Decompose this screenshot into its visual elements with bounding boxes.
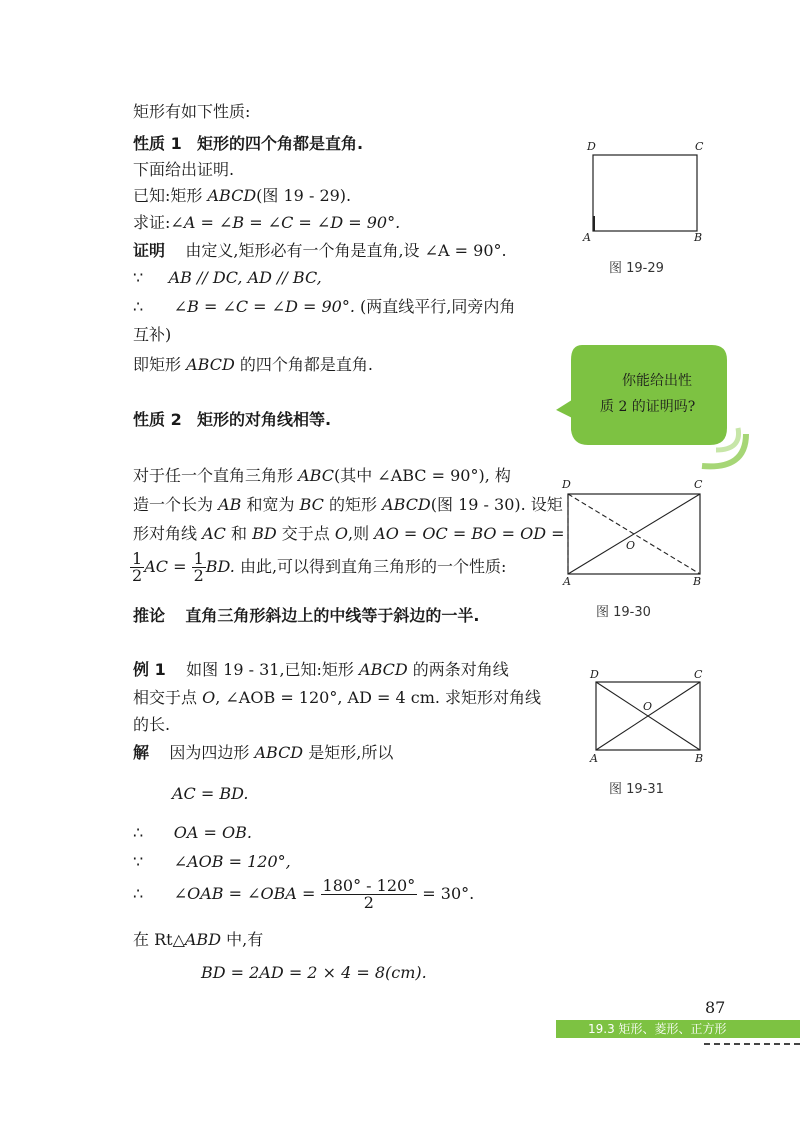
property-1 <box>133 134 363 154</box>
label-d: D <box>590 668 599 681</box>
figure-19-31 <box>584 666 714 770</box>
example-label: 例 1 <box>133 660 166 679</box>
conclusion-suffix: 的四个角都是直角. <box>234 355 373 374</box>
para-bc: BC <box>299 495 324 514</box>
caption-19-31: 图 19-31 <box>609 782 664 797</box>
para-text: 和宽为 <box>241 495 300 514</box>
frac-den: 2 <box>132 566 143 585</box>
given-prefix: 已知:矩形 <box>133 186 208 205</box>
fraction-half-2 <box>192 551 206 584</box>
label-a: A <box>590 752 598 765</box>
example-text: 如图 19 - 31,已知:矩形 <box>186 660 360 679</box>
therefore-symbol: ∴ <box>133 884 144 903</box>
solution-text: 因为四边形 <box>169 743 255 762</box>
frac-den: 2 <box>363 893 374 912</box>
therefore-line-1 <box>133 297 515 317</box>
para-text: 交于点 <box>276 524 335 543</box>
para-text: 对于任一个直角三角形 <box>133 466 299 485</box>
frac-num: 1 <box>193 549 204 568</box>
bubble-line-1: 你能给出性 <box>622 373 692 389</box>
para-ab: AB <box>218 495 242 514</box>
solution-text: 在 Rt△ <box>133 930 185 949</box>
para-bd: BD <box>252 524 277 543</box>
proof-label: 证明 <box>133 241 166 260</box>
para-ac: AC <box>202 524 226 543</box>
frac-num: 1 <box>132 549 143 568</box>
corollary-label: 推论 <box>133 606 166 625</box>
para-text: 由此,可以得到直角三角形的一个性质: <box>234 557 507 576</box>
therefore-symbol: ∴ <box>133 297 144 316</box>
solution-text: 是矩形,所以 <box>303 743 394 762</box>
solution-line-1 <box>133 743 393 763</box>
equation-bd-result: BD = 2AD = 2 × 4 = 8(cm). <box>201 963 427 982</box>
frac-num: 180° - 120° <box>322 876 416 895</box>
equation-text: = 30°. <box>422 884 475 903</box>
property-1-label: 性质 1 <box>133 134 182 153</box>
example-text: 相交于点 <box>133 688 203 707</box>
corollary-text: 直角三角形斜边上的中线等于斜边的一半. <box>185 606 480 625</box>
label-o: O <box>643 700 653 713</box>
equation-text: ∠AOB = 120°, <box>173 852 291 871</box>
label-c: C <box>694 478 703 491</box>
caption-19-30: 图 19-30 <box>596 605 651 620</box>
para-bd: BD. <box>205 557 235 576</box>
figure-19-29 <box>580 140 710 250</box>
equation-oa-ob <box>133 823 252 843</box>
chapter-footer-band: 19.3 矩形、菱形、正方形 <box>556 1020 800 1038</box>
para-ac: AC <box>144 557 168 576</box>
solution-abd: ABD <box>184 930 222 949</box>
fraction-half-1 <box>130 551 144 584</box>
prove-prefix: 求证: <box>133 213 171 232</box>
given-line <box>133 186 351 206</box>
proof-intro: 下面给出证明. <box>133 160 235 179</box>
para-text: (图 19 - 30). 设矩 <box>430 495 563 514</box>
para-text: (其中 ∠ABC = 90°), 构 <box>333 466 511 485</box>
rectangle-abcd <box>593 155 697 231</box>
reason-continuation: 互补) <box>133 325 172 344</box>
conclusion-abcd: ABCD <box>186 355 235 374</box>
para-abcd: ABCD <box>382 495 431 514</box>
bubble-line-2: 质 2 的证明吗? <box>600 399 696 415</box>
conclusion-prefix: 即矩形 <box>133 355 187 374</box>
example-abcd: ABCD <box>359 660 408 679</box>
property-2 <box>133 410 331 430</box>
solution-label: 解 <box>133 743 150 762</box>
paragraph-line-1 <box>133 466 511 486</box>
page-number: 87 <box>705 998 726 1017</box>
paragraph-line-2 <box>133 495 563 515</box>
intro-line: 矩形有如下性质: <box>133 102 251 121</box>
solution-text: 中,有 <box>221 930 264 949</box>
para-abc: ABC <box>298 466 334 485</box>
because-symbol: ∵ <box>133 852 144 871</box>
corollary <box>133 606 479 626</box>
para-text: 造一个长为 <box>133 495 219 514</box>
conclusion-line <box>133 355 373 375</box>
prove-statement: ∠A = ∠B = ∠C = ∠D = 90°. <box>170 213 401 232</box>
example-text: , ∠AOB = 120°, AD = 4 cm. 求矩形对角线 <box>215 688 542 707</box>
label-b: B <box>694 231 703 244</box>
para-o: O <box>334 524 348 543</box>
therefore-angles: ∠B = ∠C = ∠D = 90°. <box>173 297 355 316</box>
example-line-3: 的长. <box>133 715 171 734</box>
caption-19-29: 图 19-29 <box>609 261 664 276</box>
therefore-reason: (两直线平行,同旁内角 <box>360 297 516 316</box>
proof-text: 由定义,矩形必有一个角是直角,设 ∠A = 90°. <box>185 241 507 260</box>
bubble-text <box>600 368 695 420</box>
because-text: AB // DC, AD // BC, <box>168 268 322 287</box>
paragraph-line-4 <box>130 551 506 584</box>
equation-angle-aob <box>133 852 291 872</box>
example-o: O <box>202 688 216 707</box>
example-line-2 <box>133 688 541 708</box>
label-c: C <box>694 668 703 681</box>
property-1-text: 矩形的四个角都是直角. <box>196 134 364 153</box>
para-text: 形对角线 <box>133 524 203 543</box>
paragraph-line-3 <box>133 524 565 544</box>
equation-text: ∠OAB = ∠OBA = <box>173 884 316 903</box>
example-line-1 <box>133 660 509 680</box>
label-d: D <box>562 478 571 491</box>
given-abcd: ABCD <box>207 186 257 205</box>
rt-triangle-line <box>133 930 263 950</box>
solution-abcd: ABCD <box>254 743 304 762</box>
figure-19-30 <box>556 476 706 588</box>
because-symbol: ∵ <box>133 268 144 287</box>
label-b: B <box>695 752 704 765</box>
label-o: O <box>626 539 636 552</box>
label-a: A <box>563 575 571 588</box>
frac-den: 2 <box>193 566 204 585</box>
property-2-label: 性质 2 <box>133 410 182 429</box>
footer-dotted-line <box>704 1043 800 1045</box>
para-equalities: AO = OC = BO = OD = <box>374 524 565 543</box>
proof-line <box>133 241 507 261</box>
label-a: A <box>583 231 591 244</box>
equation-ac-bd: AC = BD. <box>172 784 249 803</box>
because-line-1 <box>133 268 322 288</box>
given-suffix: (图 19 - 29). <box>256 186 352 205</box>
fraction-angles <box>321 878 418 911</box>
para-equals: = <box>167 557 192 576</box>
label-c: C <box>695 140 704 153</box>
equation-text: OA = OB. <box>173 823 252 842</box>
para-text: ,则 <box>347 524 375 543</box>
prove-line <box>133 213 400 233</box>
label-d: D <box>587 140 596 153</box>
para-text: 和 <box>225 524 253 543</box>
para-text: 的矩形 <box>323 495 383 514</box>
property-2-text: 矩形的对角线相等. <box>196 410 332 429</box>
example-text: 的两条对角线 <box>407 660 509 679</box>
therefore-symbol: ∴ <box>133 823 144 842</box>
label-b: B <box>693 575 702 588</box>
equation-angle-oab <box>133 878 474 911</box>
